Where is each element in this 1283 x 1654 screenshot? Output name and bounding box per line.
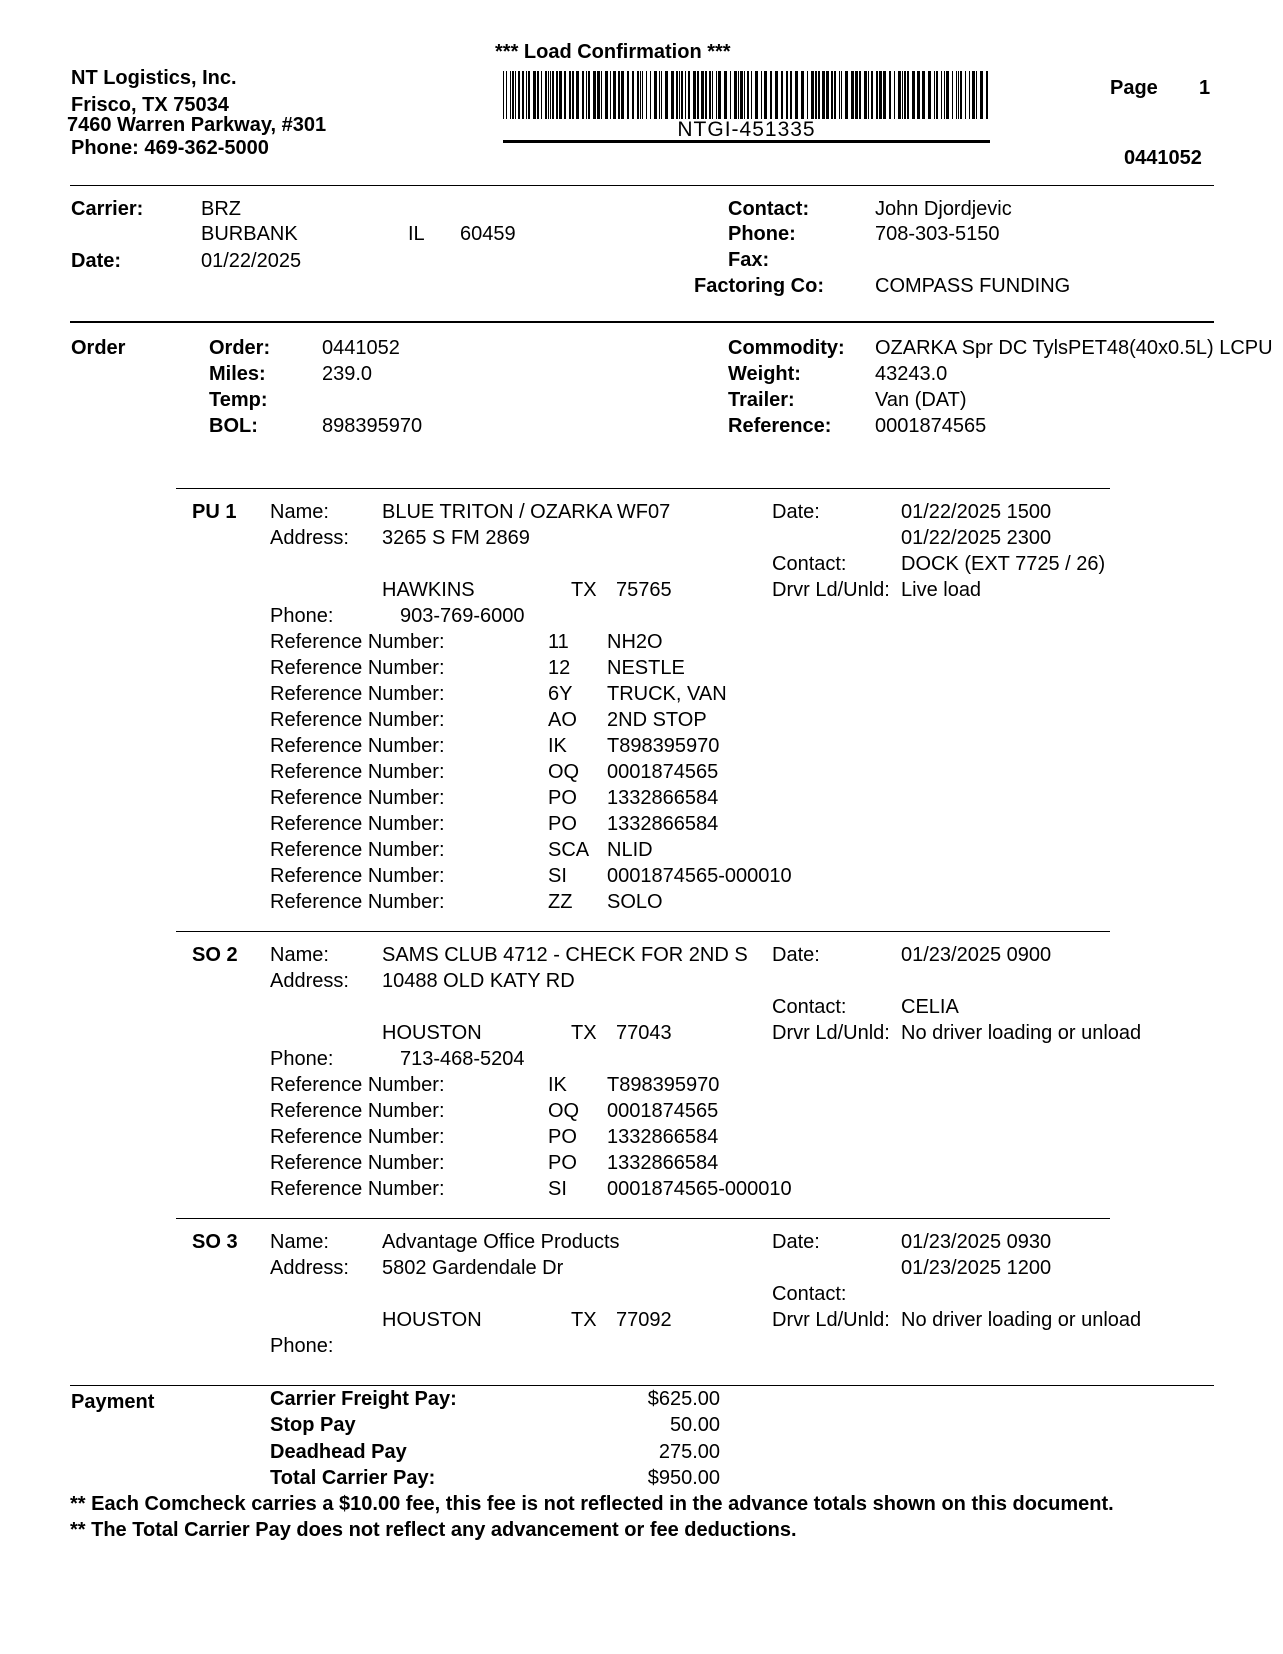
reference-number-label: Reference Number:: [270, 813, 445, 835]
reference-qualifier: ZZ: [548, 891, 573, 913]
factoring-company: COMPASS FUNDING: [875, 275, 1071, 297]
barcode-bar: [883, 71, 886, 119]
barcode-bar: [738, 71, 739, 119]
stop-state: TX: [571, 1022, 597, 1044]
stop-name: SAMS CLUB 4712 - CHECK FOR 2ND S: [382, 944, 748, 966]
stop-divider: [176, 931, 1110, 932]
barcode-bar: [822, 71, 825, 119]
reference-value: TRUCK, VAN: [607, 683, 727, 705]
barcode-bar: [712, 71, 713, 119]
company-phone: Phone: 469-362-5000: [71, 137, 269, 159]
driver-load-value: No driver loading or unload: [901, 1022, 1142, 1044]
barcode-bar: [718, 71, 721, 119]
barcode-bar: [541, 71, 542, 119]
barcode-bar: [839, 71, 840, 119]
barcode-bar: [807, 71, 808, 119]
barcode-bar: [845, 71, 848, 119]
stop-tag: PU 1: [192, 501, 237, 523]
barcode-bar: [946, 71, 949, 119]
reference-number-label: Reference Number:: [270, 631, 445, 653]
barcode-bar: [640, 71, 641, 119]
document-title: *** Load Confirmation ***: [495, 41, 731, 63]
reference-value: 1332866584: [607, 787, 719, 809]
stop-address: 5802 Gardendale Dr: [382, 1257, 564, 1279]
barcode-bar: [790, 71, 792, 119]
barcode-bar: [786, 71, 788, 119]
barcode-bar: [685, 71, 686, 119]
barcode-bar: [613, 71, 616, 119]
reference-number-label: Reference Number:: [270, 683, 445, 705]
stop-state: TX: [571, 579, 597, 601]
barcode-bar: [569, 71, 571, 119]
stop-date: 01/23/2025 0930: [901, 1231, 1052, 1253]
carrier-phone: 708-303-5150: [875, 223, 1000, 245]
reference-value: NH2O: [607, 631, 663, 653]
carrier-contact: John Djordjevic: [875, 198, 1012, 220]
barcode-bar: [665, 71, 668, 119]
barcode-bar: [515, 71, 516, 119]
date-label: Date:: [772, 944, 820, 966]
barcode-bar: [775, 71, 778, 119]
reference-value: 0001874565: [607, 1100, 719, 1122]
barcode-bar: [681, 71, 683, 119]
page-number: 1: [1199, 77, 1211, 99]
barcode-bar: [855, 71, 858, 119]
stop-contact: CELIA: [901, 996, 959, 1018]
barcode-bar: [693, 71, 696, 119]
reference-qualifier: IK: [548, 735, 567, 757]
barcode-bar: [646, 71, 647, 119]
divider: [70, 185, 1214, 186]
reference-value: T898395970: [607, 1074, 720, 1096]
carrier-date: 01/22/2025: [201, 250, 302, 272]
reference-number-label: Reference Number:: [270, 1152, 445, 1174]
barcode-bar: [550, 71, 551, 119]
barcode-bar: [871, 71, 873, 119]
date-label: Date:: [772, 1231, 820, 1253]
barcode-bar: [944, 71, 945, 119]
barcode-bar: [506, 71, 507, 119]
barcode-bar: [859, 71, 861, 119]
stop-tag: SO 3: [192, 1231, 238, 1253]
barcode-bar: [593, 71, 596, 119]
barcode-text: NTGI-451335: [677, 118, 816, 141]
reference-value: 1332866584: [607, 1126, 719, 1148]
barcode-bar: [586, 71, 587, 119]
barcode-bar: [533, 71, 536, 119]
barcode-bar: [841, 71, 842, 119]
stop-zip: 77092: [616, 1309, 672, 1331]
barcode-bar: [761, 71, 762, 119]
carrier-code: BRZ: [201, 198, 241, 220]
reference-number-label: Reference Number:: [270, 891, 445, 913]
phone-label: Phone:: [728, 223, 796, 245]
reference-value: 2ND STOP: [607, 709, 707, 731]
date-label: Date:: [71, 250, 122, 272]
barcode-bar: [688, 71, 690, 119]
barcode-bar: [572, 71, 574, 119]
barcode-bar: [510, 71, 511, 119]
reference-number-label: Reference Number:: [270, 735, 445, 757]
reference-value: SOLO: [607, 891, 663, 913]
contact-label: Contact:: [772, 553, 847, 575]
reference-value: 0001874565: [875, 415, 987, 437]
reference-qualifier: OQ: [548, 761, 580, 783]
barcode-bar: [936, 71, 938, 119]
barcode-bar: [552, 71, 554, 119]
reference-qualifier: PO: [548, 813, 577, 835]
barcode-bar: [811, 71, 814, 119]
phone-label: Phone:: [270, 1048, 334, 1070]
barcode-bar: [526, 71, 527, 119]
barcode-bar: [671, 71, 674, 119]
barcode-bar: [969, 71, 970, 119]
carrier-label: Carrier:: [71, 198, 144, 220]
reference-qualifier: PO: [548, 787, 577, 809]
barcode-bar: [972, 71, 975, 119]
barcode-bar: [545, 71, 547, 119]
reference-value: T898395970: [607, 735, 720, 757]
barcode-bar: [676, 71, 678, 119]
stop-city: HOUSTON: [382, 1309, 482, 1331]
reference-value: 1332866584: [607, 1152, 719, 1174]
contact-label: Contact:: [772, 1283, 847, 1305]
reference-number-label: Reference Number:: [270, 1100, 445, 1122]
barcode-bar: [941, 71, 942, 119]
stop-state: TX: [571, 1309, 597, 1331]
stop-date-end: 01/23/2025 1200: [901, 1257, 1052, 1279]
barcode-bar: [627, 71, 629, 119]
factoring-label: Factoring Co:: [694, 275, 824, 297]
name-label: Name:: [270, 1231, 329, 1253]
stop-name: Advantage Office Products: [382, 1231, 620, 1253]
stop-date-end: 01/22/2025 2300: [901, 527, 1052, 549]
date-label: Date:: [772, 501, 820, 523]
reference-value: 0001874565-000010: [607, 1178, 792, 1200]
reference-number-label: Reference Number:: [270, 1074, 445, 1096]
barcode-bar: [744, 71, 745, 119]
barcode-bar: [705, 71, 707, 119]
barcode-bar: [559, 71, 562, 119]
barcode-bar: [934, 71, 935, 119]
order-number: 0441052: [322, 337, 400, 359]
driver-load-label: Drvr Ld/Unld:: [772, 1309, 890, 1331]
barcode-bar: [889, 71, 891, 119]
barcode-bar: [654, 71, 657, 119]
reference-qualifier: SI: [548, 1178, 567, 1200]
miles-value: 239.0: [322, 363, 373, 385]
driver-load-label: Drvr Ld/Unld:: [772, 1022, 890, 1044]
page-label: Page: [1110, 77, 1158, 99]
address-label: Address:: [270, 527, 349, 549]
divider: [70, 321, 1214, 323]
bol-label: BOL:: [209, 415, 258, 437]
barcode-bar: [679, 71, 680, 119]
freight-pay-value: $625.00: [647, 1388, 720, 1410]
name-label: Name:: [270, 944, 329, 966]
barcode-bar: [755, 71, 758, 119]
reference-number-label: Reference Number:: [270, 865, 445, 887]
barcode-bar: [621, 71, 624, 119]
barcode-bar: [952, 71, 953, 119]
payment-section-label: Payment: [71, 1391, 155, 1413]
company-name: NT Logistics, Inc.: [71, 67, 237, 89]
barcode-bar: [868, 71, 869, 119]
reference-number-label: Reference Number:: [270, 709, 445, 731]
barcode-bar: [976, 71, 977, 119]
barcode-bar: [965, 71, 966, 119]
barcode-bar: [701, 71, 704, 119]
stop-address: 10488 OLD KATY RD: [382, 970, 575, 992]
barcode-bar: [922, 71, 925, 119]
fax-label: Fax:: [728, 249, 770, 271]
barcode-bar: [734, 71, 737, 119]
barcode-bar: [801, 71, 804, 119]
barcode-bar: [894, 71, 895, 119]
barcode-bar: [770, 71, 772, 119]
barcode-bar: [697, 71, 699, 119]
reference-qualifier: OQ: [548, 1100, 580, 1122]
phone-label: Phone:: [270, 605, 334, 627]
barcode-bar: [618, 71, 620, 119]
barcode-bar: [986, 71, 988, 119]
carrier-city: BURBANK: [201, 223, 298, 245]
reference-label: Reference:: [728, 415, 832, 437]
barcode-bar: [904, 71, 906, 119]
barcode-bar: [576, 71, 579, 119]
reference-value: 0001874565-000010: [607, 865, 792, 887]
barcode-bar: [518, 71, 520, 119]
barcode-bar: [556, 71, 558, 119]
divider: [70, 1385, 1214, 1386]
stop-pay-label: Stop Pay: [270, 1414, 356, 1436]
barcode-bar: [582, 71, 584, 119]
barcode-bar: [724, 71, 727, 119]
stop-zip: 75765: [616, 579, 672, 601]
address-label: Address:: [270, 970, 349, 992]
reference-number-label: Reference Number:: [270, 787, 445, 809]
barcode-bar: [834, 71, 836, 119]
reference-number-label: Reference Number:: [270, 839, 445, 861]
contact-label: Contact:: [772, 996, 847, 1018]
total-pay-label: Total Carrier Pay:: [270, 1467, 436, 1489]
barcode-bar: [661, 71, 662, 119]
order-section-label: Order: [71, 337, 126, 359]
barcode-bar: [747, 71, 749, 119]
bol-value: 898395970: [322, 415, 423, 437]
phone-label: Phone:: [270, 1335, 334, 1357]
barcode-bar: [851, 71, 854, 119]
barcode-bar: [605, 71, 608, 119]
order-label: Order:: [209, 337, 271, 359]
stop-city: HOUSTON: [382, 1022, 482, 1044]
stop-phone: 713-468-5204: [400, 1048, 525, 1070]
stop-tag: SO 2: [192, 944, 238, 966]
barcode-bar: [632, 71, 634, 119]
barcode-bar: [659, 71, 660, 119]
name-label: Name:: [270, 501, 329, 523]
barcode-bar: [795, 71, 798, 119]
deadhead-pay-label: Deadhead Pay: [270, 1441, 407, 1463]
reference-qualifier: 11: [548, 631, 569, 653]
barcode-bar: [751, 71, 752, 119]
carrier-zip: 60459: [460, 223, 516, 245]
stop-divider: [176, 488, 1110, 489]
stop-divider: [176, 1218, 1110, 1219]
barcode-bar: [902, 71, 903, 119]
stop-city: HAWKINS: [382, 579, 475, 601]
driver-load-value: Live load: [901, 579, 982, 601]
barcode-bar: [826, 71, 829, 119]
barcode-bar: [928, 71, 931, 119]
barcode-bar: [980, 71, 983, 119]
miles-label: Miles:: [209, 363, 266, 385]
reference-qualifier: IK: [548, 1074, 567, 1096]
barcode-bar: [709, 71, 711, 119]
barcode-bar: [956, 71, 957, 119]
barcode-bar: [610, 71, 611, 119]
barcode-bar: [716, 71, 717, 119]
company-city: Frisco, TX 75034: [71, 94, 229, 116]
barcode-bar: [831, 71, 833, 119]
barcode-bar: [912, 71, 915, 119]
reference-number-label: Reference Number:: [270, 1126, 445, 1148]
reference-value: 0001874565: [607, 761, 719, 783]
weight-value: 43243.0: [875, 363, 948, 385]
company-street: 7460 Warren Parkway, #301: [67, 114, 327, 136]
barcode-bar: [740, 71, 743, 119]
driver-load-value: No driver loading or unload: [901, 1309, 1142, 1331]
commodity-label: Commodity:: [728, 337, 845, 359]
barcode-bar: [548, 71, 549, 119]
barcode-bar: [958, 71, 959, 119]
barcode-bar: [818, 71, 820, 119]
barcode-bar: [522, 71, 524, 119]
reference-qualifier: PO: [548, 1126, 577, 1148]
comcheck-note: ** Each Comcheck carries a $10.00 fee, this fee is not reflected in the advance totals shown on this document.: [70, 1493, 1114, 1515]
barcode-bar: [960, 71, 962, 119]
barcode-bar: [917, 71, 920, 119]
stop-zip: 77043: [616, 1022, 672, 1044]
barcode-bar: [781, 71, 783, 119]
commodity-value: OZARKA Spr DC TylsPET48(40x0.5L) LCPU: [875, 337, 1273, 359]
barcode-bar: [650, 71, 651, 119]
reference-number-label: Reference Number:: [270, 761, 445, 783]
barcode-bar: [764, 71, 767, 119]
reference-value: NLID: [607, 839, 653, 861]
reference-qualifier: PO: [548, 1152, 577, 1174]
stop-pay-value: 50.00: [669, 1414, 720, 1436]
barcode-bar: [876, 71, 878, 119]
reference-qualifier: 12: [548, 657, 571, 679]
barcode-bar: [528, 71, 530, 119]
reference-qualifier: SI: [548, 865, 567, 887]
barcode-bar: [864, 71, 867, 119]
address-label: Address:: [270, 1257, 349, 1279]
weight-label: Weight:: [728, 363, 801, 385]
barcode-bar: [588, 71, 590, 119]
barcode-bar: [730, 71, 731, 119]
stop-date: 01/22/2025 1500: [901, 501, 1052, 523]
stop-contact: DOCK (EXT 7725 / 26): [901, 553, 1106, 575]
stop-name: BLUE TRITON / OZARKA WF07: [382, 501, 671, 523]
barcode-bar: [879, 71, 882, 119]
reference-qualifier: AO: [548, 709, 577, 731]
reference-qualifier: SCA: [548, 839, 590, 861]
reference-qualifier: 6Y: [548, 683, 573, 705]
barcode-bar: [503, 71, 504, 119]
driver-load-label: Drvr Ld/Unld:: [772, 579, 890, 601]
barcode-bar: [512, 71, 514, 119]
contact-label: Contact:: [728, 198, 810, 220]
freight-pay-label: Carrier Freight Pay:: [270, 1388, 457, 1410]
barcode-bar: [601, 71, 602, 119]
temp-label: Temp:: [209, 389, 268, 411]
barcode-bar: [898, 71, 901, 119]
barcode-bar: [642, 71, 643, 119]
barcode-bar: [537, 71, 539, 119]
stop-address: 3265 S FM 2869: [382, 527, 530, 549]
barcode-bar: [637, 71, 639, 119]
trailer-label: Trailer:: [728, 389, 795, 411]
deadhead-pay-value: 275.00: [658, 1441, 720, 1463]
deductions-note: ** The Total Carrier Pay does not reflect any advancement or fee deductions.: [70, 1519, 797, 1541]
barcode-bar: [815, 71, 817, 119]
reference-value: 1332866584: [607, 813, 719, 835]
stop-phone: 903-769-6000: [400, 605, 525, 627]
reference-number-label: Reference Number:: [270, 1178, 445, 1200]
barcode: [503, 71, 990, 119]
barcode-bar: [564, 71, 566, 119]
carrier-state: IL: [408, 223, 425, 245]
header-order-number: 0441052: [1124, 147, 1202, 169]
trailer-value: Van (DAT): [875, 389, 967, 411]
stop-date: 01/23/2025 0900: [901, 944, 1052, 966]
reference-value: NESTLE: [607, 657, 685, 679]
reference-number-label: Reference Number:: [270, 657, 445, 679]
barcode-bar: [597, 71, 600, 119]
total-pay-value: $950.00: [647, 1467, 720, 1489]
barcode-bar: [907, 71, 909, 119]
